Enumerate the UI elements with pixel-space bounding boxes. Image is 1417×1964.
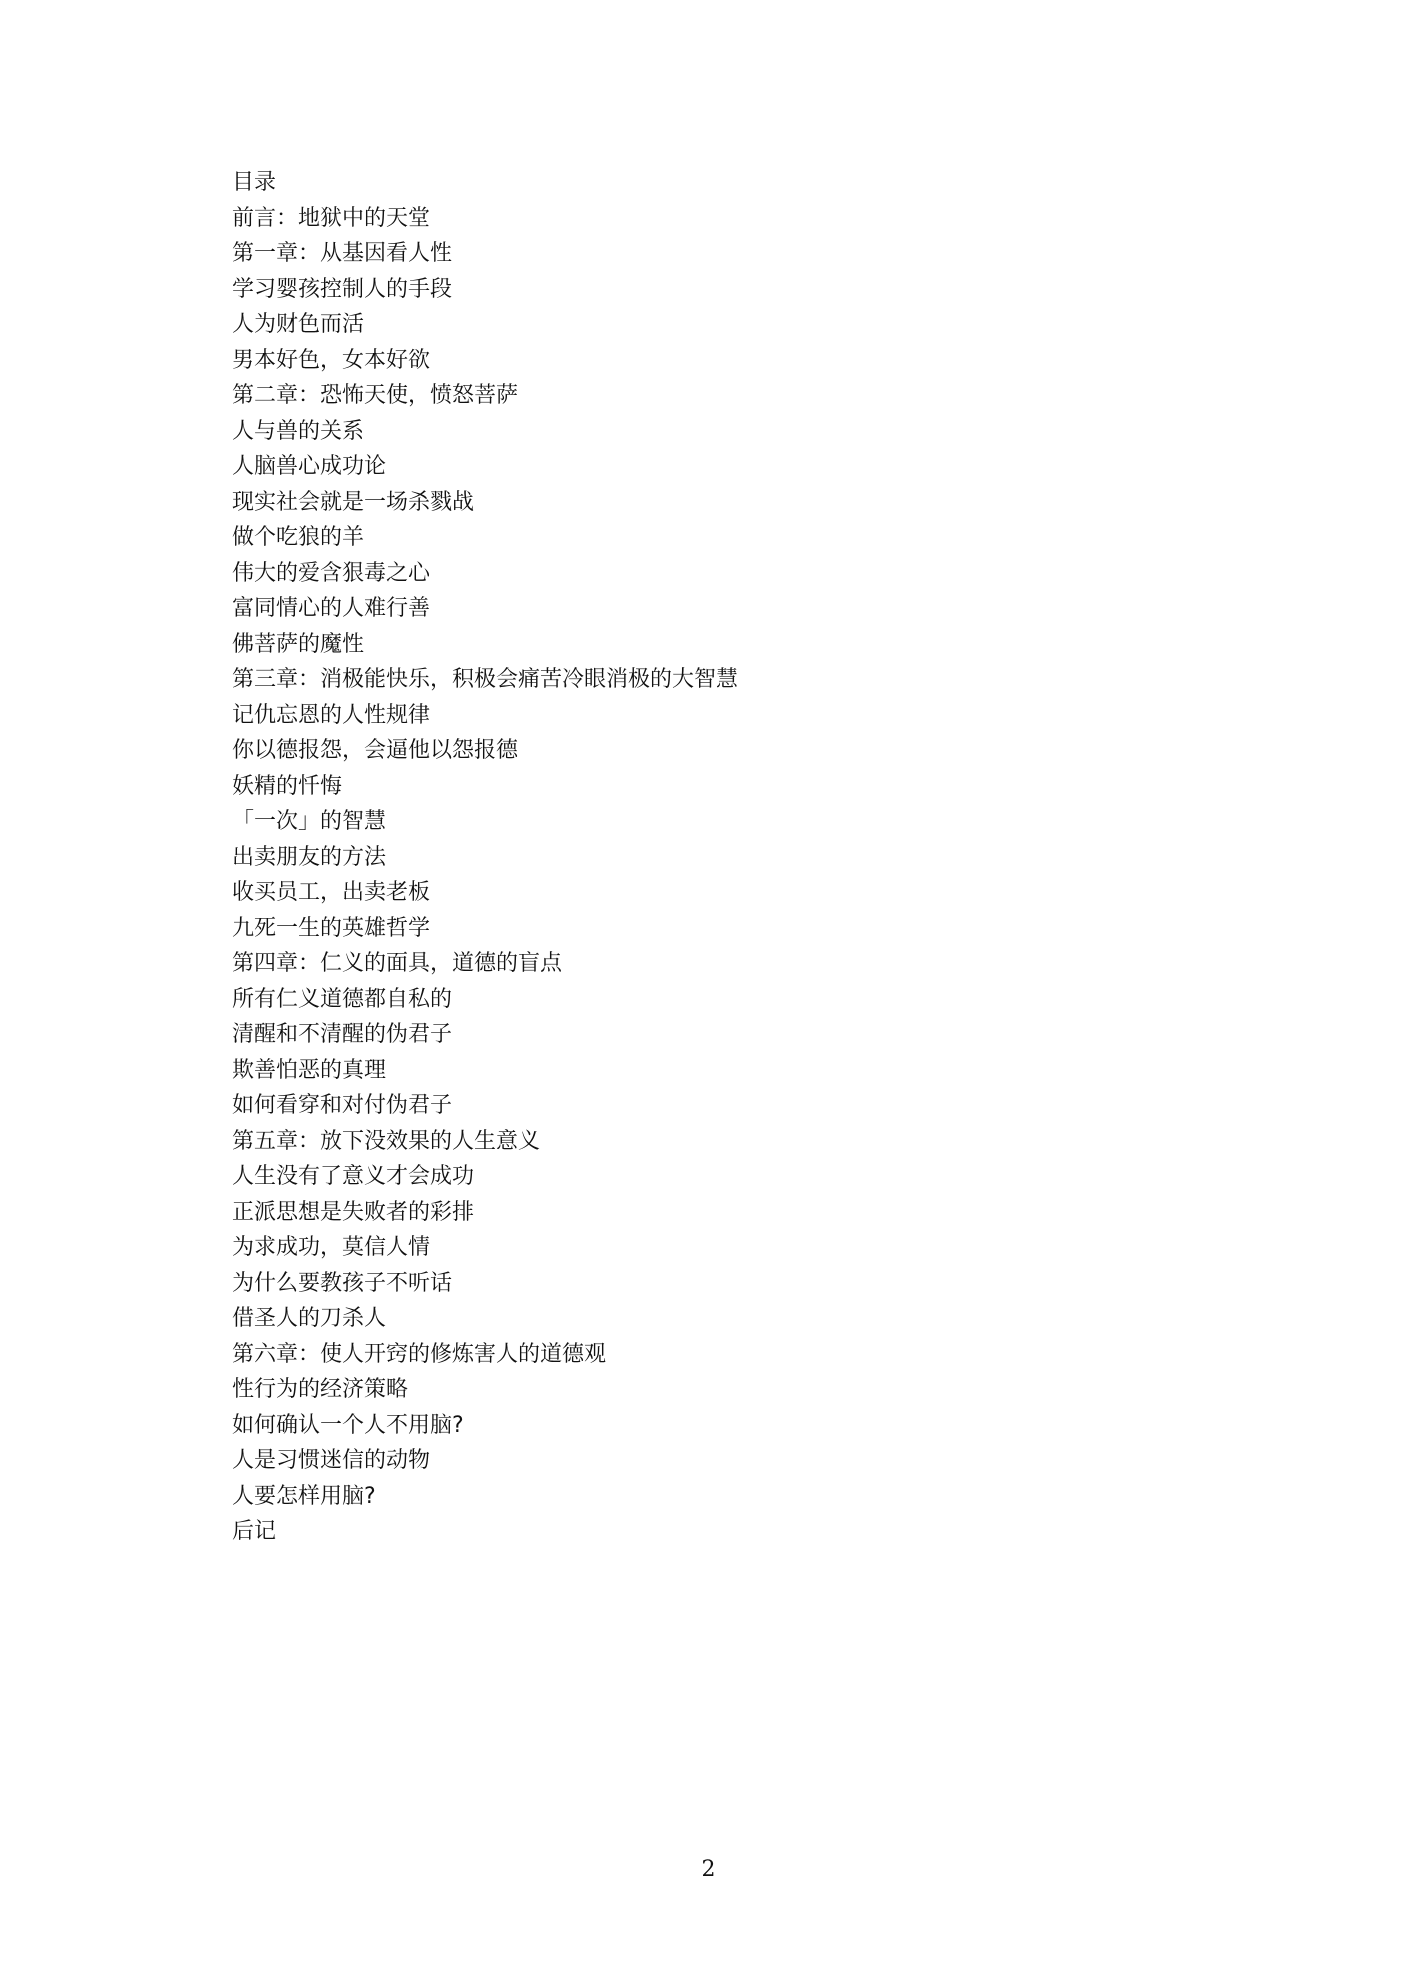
- toc-entry: 为什么要教孩子不听话: [232, 1270, 453, 1296]
- toc-entry: 如何看穿和对付伪君子: [232, 1093, 453, 1118]
- toc-entry: 人生没有了意义才会成功: [232, 1164, 475, 1189]
- toc-entry: 佛菩萨的魔性: [232, 631, 365, 657]
- toc-entry: 现实社会就是一场杀戮战: [232, 489, 475, 515]
- toc-entry: 所有仁义道德都自私的: [232, 986, 453, 1012]
- page-number: 2: [701, 1857, 716, 1882]
- toc-entry: 你以德报怨，会逼他以怨报德: [232, 738, 519, 763]
- toc-entry: 收买员工，出卖老板: [232, 880, 431, 905]
- toc-entry: 男本好色，女本好欲: [232, 347, 431, 373]
- toc-entry: 人要怎样用脑?: [232, 1483, 376, 1509]
- toc-entry: 第六章：使人开窍的修炼害人的道德观: [232, 1341, 607, 1367]
- toc-entry: 第五章：放下没效果的人生意义: [232, 1128, 541, 1154]
- toc-entry: 人为财色而活: [232, 312, 365, 337]
- toc-entry: 第一章：从基因看人性: [232, 241, 453, 266]
- toc-entry: 性行为的经济策略: [232, 1377, 409, 1402]
- toc-entry: 做个吃狼的羊: [232, 525, 365, 550]
- toc-entry: 出卖朋友的方法: [232, 844, 387, 870]
- toc-entry: 伟大的爱含狠毒之心: [232, 560, 431, 586]
- toc-entry: 欺善怕恶的真理: [232, 1057, 387, 1083]
- toc-entry: 人是习惯迷信的动物: [232, 1448, 431, 1473]
- toc-entry: 富同情心的人难行善: [232, 596, 431, 621]
- toc-entry: 人脑兽心成功论: [232, 454, 387, 479]
- toc-title: 目录: [232, 170, 277, 195]
- toc-entry: 正派思想是失败者的彩排: [232, 1199, 475, 1225]
- toc-entry: 妖精的忏悔: [232, 773, 343, 799]
- toc-lines: [232, 204, 1132, 1553]
- toc-entry: 借圣人的刀杀人: [232, 1306, 387, 1331]
- toc-entry: 第四章：仁义的面具，道德的盲点: [232, 951, 563, 976]
- toc-entry: 九死一生的英雄哲学: [232, 915, 431, 941]
- toc-entry: 第二章：恐怖天使，愤怒菩萨: [232, 383, 519, 408]
- toc-entry: 后记: [232, 1519, 277, 1544]
- toc-entry: 记仇忘恩的人性规律: [232, 702, 431, 728]
- toc-entry: 前言：地狱中的天堂: [232, 205, 431, 231]
- toc-entry: 为求成功，莫信人情: [232, 1235, 431, 1260]
- toc-entry: 清醒和不清醒的伪君子: [232, 1022, 453, 1047]
- toc-entry: 学习婴孩控制人的手段: [232, 276, 453, 302]
- table-of-contents: [232, 168, 1132, 1553]
- toc-entry: 「一次」的智慧: [232, 809, 387, 834]
- toc-entry: 人与兽的关系: [232, 418, 365, 444]
- toc-entry: 如何确认一个人不用脑?: [232, 1412, 464, 1438]
- toc-entry: 第三章：消极能快乐，积极会痛苦冷眼消极的大智慧: [232, 667, 739, 692]
